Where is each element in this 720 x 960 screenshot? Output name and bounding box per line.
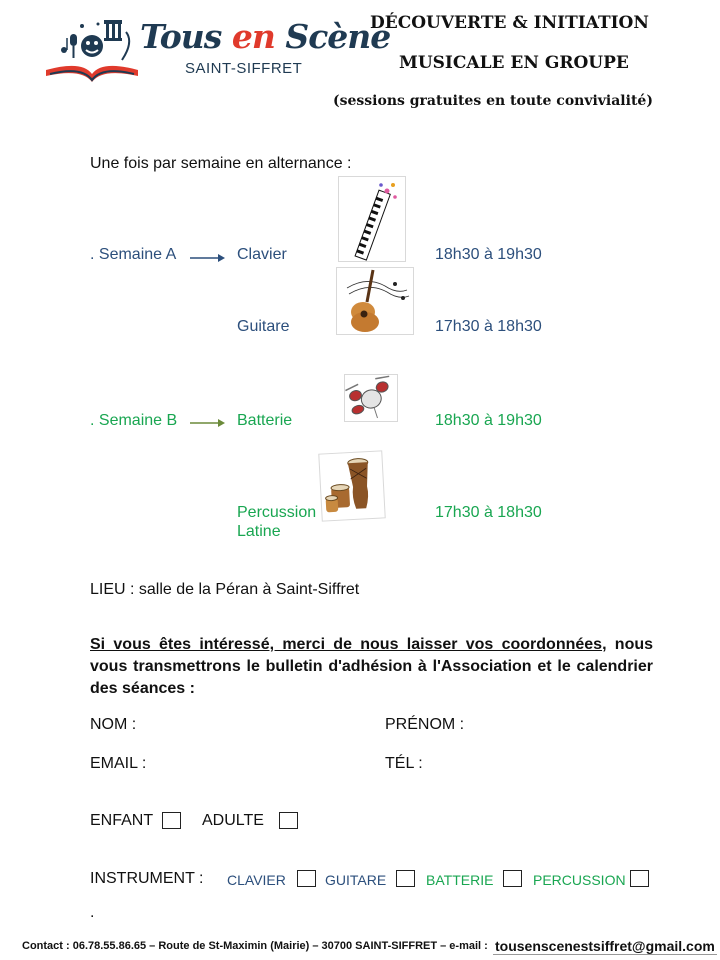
week-a-label: . Semaine A — [90, 246, 177, 263]
email-field-label[interactable]: EMAIL : — [90, 755, 147, 772]
logo-title: Tous en Scène — [140, 17, 391, 56]
time-batterie: 18h30 à 19h30 — [435, 412, 542, 429]
header-line-1: DÉCOUVERTE & INITIATION — [370, 13, 649, 33]
djembe-icon — [318, 450, 385, 521]
enfant-label: ENFANT — [90, 812, 154, 829]
stray-dot: . — [90, 904, 95, 921]
option-guitare-label: GUITARE — [325, 872, 387, 888]
option-batterie-checkbox[interactable] — [503, 870, 522, 887]
logo-subtitle: SAINT-SIFFRET — [185, 60, 303, 77]
option-percussion-label: PERCUSSION — [533, 872, 626, 888]
option-batterie-label: BATTERIE — [426, 872, 494, 888]
option-clavier-checkbox[interactable] — [297, 870, 316, 887]
prenom-field-label[interactable]: PRÉNOM : — [385, 716, 465, 733]
lieu-text: LIEU : salle de la Péran à Saint-Siffret — [90, 581, 360, 598]
time-clavier: 18h30 à 19h30 — [435, 246, 542, 263]
tel-field-label[interactable]: TÉL : — [385, 755, 423, 772]
arrow-right-icon — [190, 253, 226, 263]
option-guitare-checkbox[interactable] — [396, 870, 415, 887]
adulte-checkbox[interactable] — [279, 812, 298, 829]
enfant-checkbox[interactable] — [162, 812, 181, 829]
instrument-percussion-line-2: Latine — [237, 523, 281, 540]
guitar-icon — [336, 267, 414, 335]
header-line-2: MUSICALE EN GROUPE — [399, 53, 629, 73]
instrument-batterie: Batterie — [237, 412, 293, 429]
week-b-label: . Semaine B — [90, 412, 178, 429]
footer-email-link[interactable]: tousenscenestsiffret@gmail.com — [495, 938, 715, 954]
footer-contact: Contact : 06.78.55.86.65 – Route de St-Maximin (Mairie) – 30700 SAINT-SIFFRET – e-mail : — [22, 940, 488, 952]
time-percussion: 17h30 à 18h30 — [435, 504, 542, 521]
intro-text: Une fois par semaine en alternance : — [90, 155, 352, 172]
option-percussion-checkbox[interactable] — [630, 870, 649, 887]
contact-request-paragraph — [90, 634, 653, 700]
time-guitare: 17h30 à 18h30 — [435, 318, 542, 335]
arrow-right-icon — [190, 418, 226, 428]
instrument-clavier: Clavier — [237, 246, 287, 263]
option-clavier-label: CLAVIER — [227, 872, 286, 888]
instrument-percussion-line-1: Percussion — [237, 504, 317, 521]
adulte-label: ADULTE — [202, 812, 264, 829]
paragraph-rest: , nous vous transmettrons le bulletin d'adhésion à l'Association et le calendrier des séances : — [90, 636, 654, 697]
nom-field-label[interactable]: NOM : — [90, 716, 137, 733]
paragraph-underlined: Si vous êtes intéressé, merci de nous laisser vos coordonnées — [90, 636, 603, 653]
piano-keys-icon — [338, 176, 406, 262]
instrument-guitare: Guitare — [237, 318, 290, 335]
drum-kit-icon — [344, 374, 398, 422]
instrument-label: INSTRUMENT : — [90, 870, 204, 887]
header-subtitle: (sessions gratuites en toute convivialité) — [333, 93, 653, 109]
